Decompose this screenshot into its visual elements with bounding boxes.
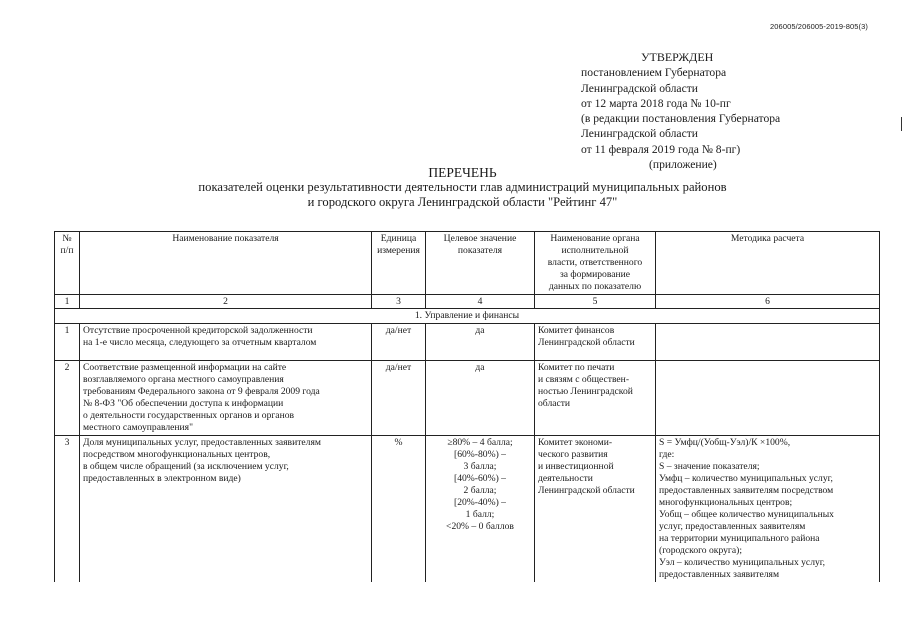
- cell-line: № 8-ФЗ "Об обеспечении доступа к информации: [83, 398, 284, 409]
- cell-line: области: [538, 398, 571, 409]
- column-number: 3: [372, 295, 426, 309]
- cell-line: да: [475, 325, 485, 336]
- cell-line: ≥80% – 4 балла;: [447, 437, 513, 448]
- cell-line: [40%-60%) –: [454, 473, 506, 484]
- org-cell: [535, 361, 656, 436]
- approval-line: постановлением Губернатора: [581, 66, 727, 80]
- row-number: 3: [55, 436, 80, 583]
- document-title: [150, 165, 775, 210]
- cell-line: исполнительной: [561, 245, 629, 256]
- table-row: [55, 361, 880, 436]
- cell-line: Наименование органа: [550, 233, 640, 244]
- column-number: 2: [80, 295, 372, 309]
- approval-line: Ленинградской области: [581, 81, 698, 95]
- cell-line: п/п: [60, 245, 74, 256]
- column-number-row: [55, 295, 880, 309]
- method-cell: [656, 324, 880, 361]
- unit-cell: да/нет: [372, 361, 426, 436]
- cell-line: услуг, предоставленных заявителям: [659, 521, 806, 532]
- row-number: 2: [55, 361, 80, 436]
- cell-line: Соответствие размещенной информации на сайте: [83, 362, 287, 373]
- column-number: 6: [656, 295, 880, 309]
- indicators-table: [54, 231, 880, 582]
- title-main: ПЕРЕЧЕНЬ: [428, 165, 497, 180]
- cell-line: Умфц – количество муниципальных услуг,: [659, 473, 833, 484]
- cell-line: возглавляемого органа местного самоуправления: [83, 374, 284, 385]
- cell-line: предоставленных заявителям: [659, 569, 780, 580]
- approval-heading: УТВЕРЖДЕН: [641, 50, 714, 64]
- cell-line: и связям с обществен-: [538, 374, 630, 385]
- cell-line: посредством многофункциональных центров,: [83, 449, 271, 460]
- cell-line: Ленинградской области: [538, 337, 635, 348]
- cell-line: многофункциональных центров;: [659, 497, 793, 508]
- cell-line: на 1-е число месяца, следующего за отчетным кварталом: [83, 337, 317, 348]
- cell-line: Единица: [380, 233, 417, 244]
- cell-line: Уобщ – общее количество муниципальных: [659, 509, 834, 520]
- cell-line: в общем числе обращений (за исключением услуг,: [83, 461, 289, 472]
- section-title: 1. Управление и финансы: [55, 309, 880, 324]
- approval-block: [581, 50, 780, 172]
- cell-line: Ленинградской области: [538, 485, 635, 496]
- cell-line: S – значение показателя;: [659, 461, 760, 472]
- approval-line: Ленинградской области: [581, 127, 698, 141]
- cell-line: измерения: [377, 245, 420, 256]
- indicator-name: [80, 361, 372, 436]
- org-cell: [535, 436, 656, 583]
- cell-line: Наименование показателя: [172, 233, 279, 244]
- header-target: [426, 232, 535, 295]
- cell-line: Комитет финансов: [538, 325, 615, 336]
- cell-line: показателя: [457, 245, 503, 256]
- cell-line: о деятельности государственных органов и органов: [83, 410, 295, 421]
- target-cell: [426, 436, 535, 583]
- section-row: [55, 309, 880, 324]
- margin-mark: [901, 117, 902, 131]
- cell-line: Целевое значение: [443, 233, 517, 244]
- cell-line: деятельности: [538, 473, 593, 484]
- cell-line: 3 балла;: [463, 461, 497, 472]
- indicator-name: [80, 324, 372, 361]
- cell-line: Методика расчета: [730, 233, 805, 244]
- unit-cell: %: [372, 436, 426, 583]
- cell-line: данных по показателю: [548, 281, 642, 292]
- header-method: [656, 232, 880, 295]
- approval-line: (в редакции постановления Губернатора: [581, 112, 781, 126]
- row-number: 1: [55, 324, 80, 361]
- org-cell: [535, 324, 656, 361]
- target-cell: [426, 361, 535, 436]
- cell-line: [60%-80%) –: [454, 449, 506, 460]
- table-row: [55, 436, 880, 583]
- cell-line: власти, ответственного: [547, 257, 643, 268]
- cell-line: Комитет по печати: [538, 362, 615, 373]
- title-line: показателей оценки результативности деятельности глав администраций муниципальных районов: [198, 180, 727, 194]
- cell-line: [20%-40%) –: [454, 497, 506, 508]
- cell-line: Комитет экономи-: [538, 437, 613, 448]
- cell-line: и инвестиционной: [538, 461, 614, 472]
- cell-line: предоставленных заявителям посредством: [659, 485, 834, 496]
- column-number: 5: [535, 295, 656, 309]
- header-unit: [372, 232, 426, 295]
- approval-line: от 11 февраля 2019 года № 8-пг): [581, 142, 741, 156]
- cell-line: (городского округа);: [659, 545, 742, 556]
- target-cell: [426, 324, 535, 361]
- cell-line: Уэл – количество муниципальных услуг,: [659, 557, 826, 568]
- cell-line: местного самоуправления": [83, 422, 194, 433]
- column-number: 1: [55, 295, 80, 309]
- cell-line: за формирование: [559, 269, 631, 280]
- indicator-name: [80, 436, 372, 583]
- cell-line: где:: [659, 449, 675, 460]
- cell-line: Отсутствие просроченной кредиторской задолженности: [83, 325, 313, 336]
- unit-cell: да/нет: [372, 324, 426, 361]
- title-line: и городского округа Ленинградской области "Рейтинг 47": [307, 195, 618, 209]
- method-cell: [656, 436, 880, 583]
- cell-line: Доля муниципальных услуг, предоставленных заявителям: [83, 437, 321, 448]
- cell-line: требованиям Федерального закона от 9 февраля 2009 года: [83, 386, 320, 397]
- cell-line: 2 балла;: [463, 485, 497, 496]
- cell-line: предоставленных в электронном виде): [83, 473, 241, 484]
- cell-line: №: [62, 233, 72, 244]
- cell-line: ностью Ленинградской: [538, 386, 633, 397]
- cell-line: S = Умфц/(Уобщ-Уэл)/К ×100%,: [659, 437, 791, 448]
- method-cell: [656, 361, 880, 436]
- cell-line: да: [475, 362, 485, 373]
- document-code: 206005/206005-2019-805(3): [770, 22, 868, 31]
- cell-line: <20% – 0 баллов: [446, 521, 514, 532]
- cell-line: 1 балл;: [465, 509, 495, 520]
- cell-line: ческого развития: [538, 449, 608, 460]
- approval-line: от 12 марта 2018 года № 10-пг: [581, 96, 731, 110]
- table-row: [55, 324, 880, 361]
- cell-line: на территории муниципального района: [659, 533, 820, 544]
- column-number: 4: [426, 295, 535, 309]
- header-row: [55, 232, 880, 295]
- approval-appendix: (приложение): [649, 158, 717, 172]
- header-name: [80, 232, 372, 295]
- header-num: [55, 232, 80, 295]
- header-org: [535, 232, 656, 295]
